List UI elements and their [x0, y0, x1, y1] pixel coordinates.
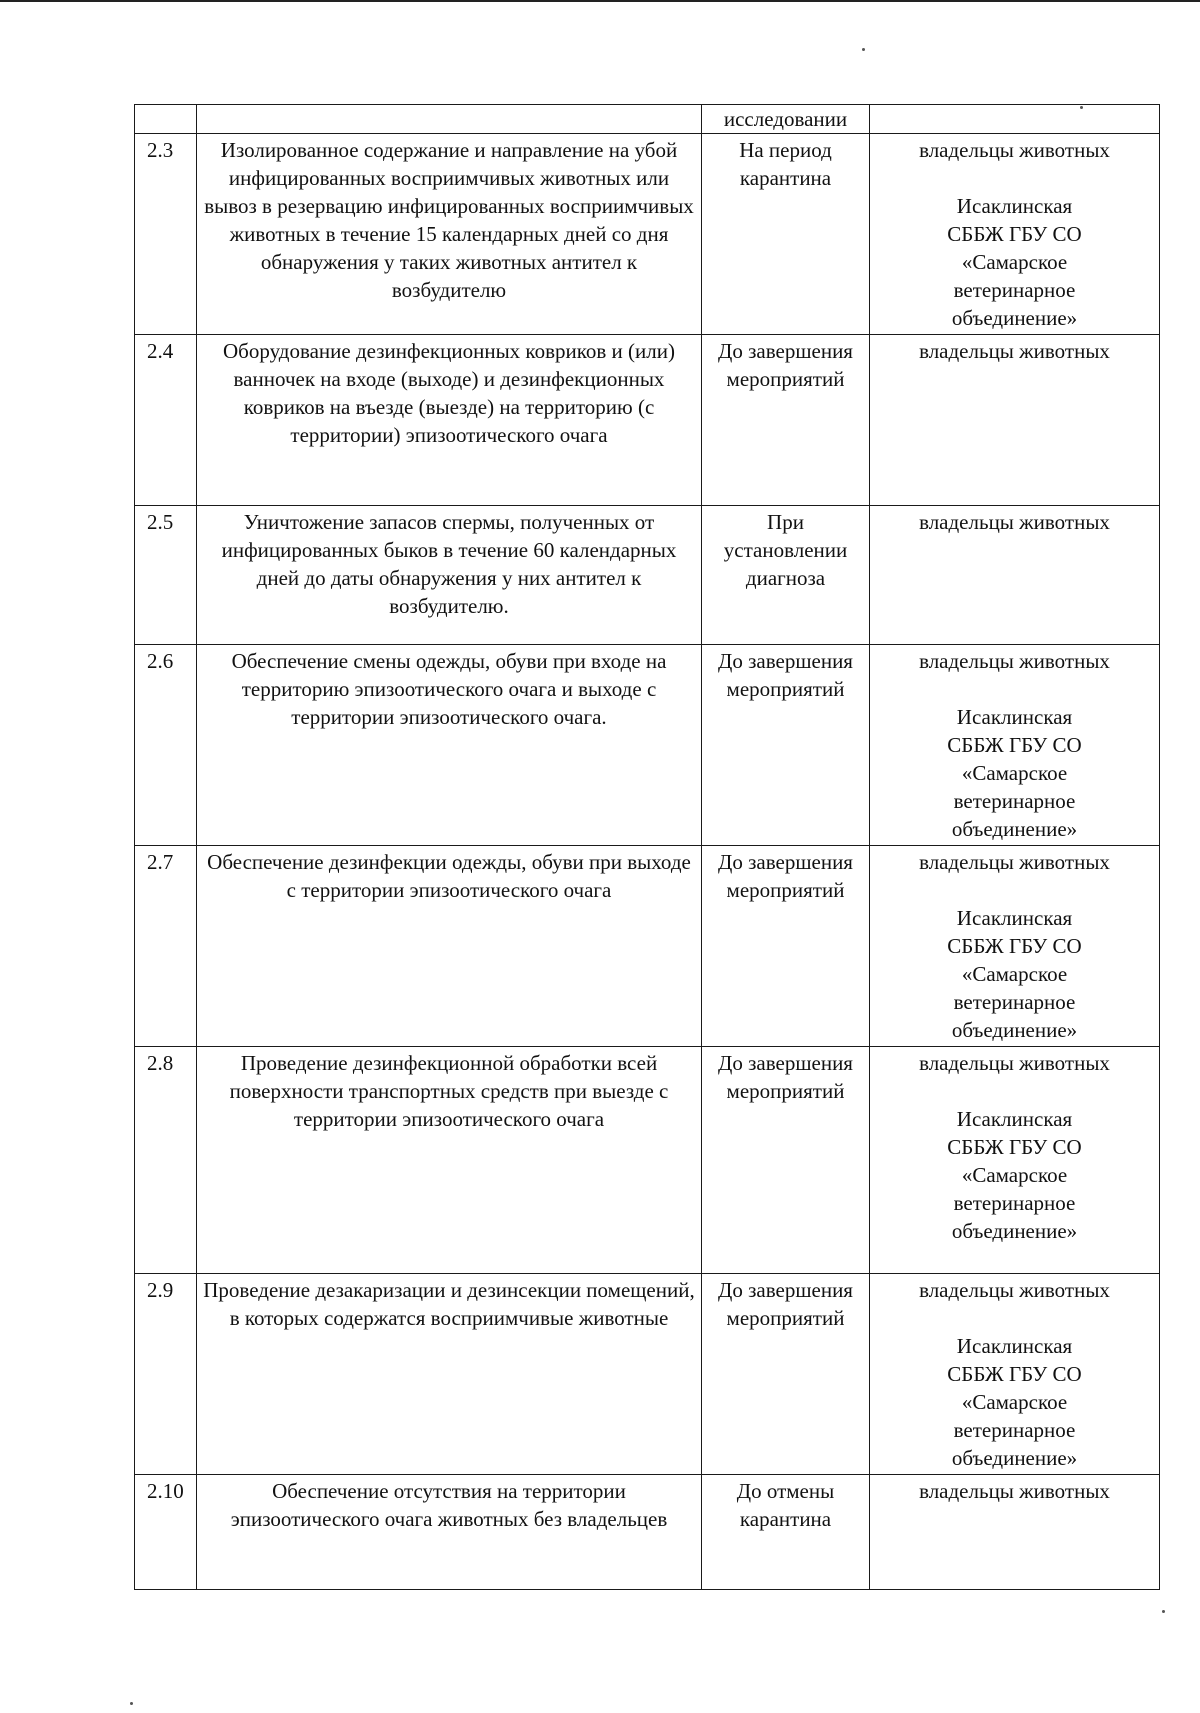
row-number: 2.4: [135, 335, 197, 506]
responsible-cell: [870, 846, 1160, 1047]
responsible-org-line: «Самарское: [961, 1163, 1068, 1187]
activity-text: Оборудование дезинфекционных ковриков и (или) ванночек на входе (выходе) и дезинфекционных ковриков на въезде (выезде) на территорию (с территории) эпизоотического очага: [197, 335, 702, 506]
term-text: До отмены карантина: [702, 1475, 870, 1590]
row-number: 2.3: [135, 134, 197, 335]
term-text: До завершения мероприятий: [702, 1047, 870, 1274]
responsible-org-line: ветеринарное: [953, 1418, 1076, 1442]
scan-speck: [130, 1702, 133, 1705]
responsible-org-line: объединение»: [951, 1446, 1078, 1470]
table-row: [135, 645, 1160, 846]
responsible-org-line: «Самарское: [961, 761, 1068, 785]
responsible-org-line: СББЖ ГБУ СО: [947, 1135, 1082, 1159]
responsible-org-line: «Самарское: [961, 962, 1068, 986]
responsible-org-line: СББЖ ГБУ СО: [947, 733, 1082, 757]
row-number: 2.8: [135, 1047, 197, 1274]
responsible-cell: [870, 1274, 1160, 1475]
table-row: [135, 506, 1160, 645]
responsible-owner: владельцы животных: [919, 1479, 1110, 1503]
responsible-cell: [870, 506, 1160, 645]
header-term-cell: исследовании: [702, 105, 870, 134]
table-row-header-fragment: [135, 105, 1160, 134]
responsible-org-line: «Самарское: [961, 250, 1068, 274]
term-text: На период карантина: [702, 134, 870, 335]
row-number: 2.7: [135, 846, 197, 1047]
measures-table: [134, 104, 1160, 1590]
row-number: 2.9: [135, 1274, 197, 1475]
term-text: До завершения мероприятий: [702, 846, 870, 1047]
responsible-cell: [870, 134, 1160, 335]
responsible-org-line: объединение»: [951, 1018, 1078, 1042]
responsible-cell: [870, 645, 1160, 846]
header-activity-cell: [197, 105, 702, 134]
responsible-org-line: Исаклинская: [956, 906, 1073, 930]
activity-text: Обеспечение смены одежды, обуви при входе на территорию эпизоотического очага и выходе с территории эпизоотического очага.: [197, 645, 702, 846]
header-num-cell: [135, 105, 197, 134]
responsible-cell: [870, 1475, 1160, 1590]
responsible-cell: [870, 335, 1160, 506]
row-number: 2.6: [135, 645, 197, 846]
responsible-org-line: объединение»: [951, 306, 1078, 330]
header-responsible-cell: [870, 105, 1160, 134]
responsible-org-line: Исаклинская: [956, 705, 1073, 729]
responsible-org-line: ветеринарное: [953, 789, 1076, 813]
table-row: [135, 846, 1160, 1047]
table-row: [135, 1274, 1160, 1475]
table-row: [135, 134, 1160, 335]
responsible-owner: владельцы животных: [919, 1051, 1110, 1075]
responsible-org-line: объединение»: [951, 817, 1078, 841]
scan-speck: [1162, 1610, 1165, 1613]
responsible-org-line: «Самарское: [961, 1390, 1068, 1414]
responsible-org-line: ветеринарное: [953, 990, 1076, 1014]
responsible-org-line: ветеринарное: [953, 278, 1076, 302]
responsible-owner: владельцы животных: [919, 850, 1110, 874]
responsible-cell: [870, 1047, 1160, 1274]
table-row: [135, 335, 1160, 506]
table-row: [135, 1475, 1160, 1590]
activity-text: Обеспечение дезинфекции одежды, обуви при выходе с территории эпизоотического очага: [197, 846, 702, 1047]
row-number: 2.10: [135, 1475, 197, 1590]
responsible-org-line: Исаклинская: [956, 1107, 1073, 1131]
term-text: До завершения мероприятий: [702, 645, 870, 846]
term-text: До завершения мероприятий: [702, 335, 870, 506]
responsible-org-line: СББЖ ГБУ СО: [947, 934, 1082, 958]
table-row: [135, 1047, 1160, 1274]
term-text: До завершения мероприятий: [702, 1274, 870, 1475]
scan-speck: [862, 48, 865, 51]
activity-text: Проведение дезакаризации и дезинсекции помещений, в которых содержатся восприимчивые животные: [197, 1274, 702, 1475]
responsible-owner: владельцы животных: [919, 649, 1110, 673]
responsible-owner: владельцы животных: [919, 510, 1110, 534]
responsible-org-line: Исаклинская: [956, 1334, 1073, 1358]
responsible-org-line: Исаклинская: [956, 194, 1073, 218]
responsible-owner: владельцы животных: [919, 339, 1110, 363]
responsible-owner: владельцы животных: [919, 1278, 1110, 1302]
scan-edge: [0, 0, 1200, 2]
row-number: 2.5: [135, 506, 197, 645]
responsible-org-line: объединение»: [951, 1219, 1078, 1243]
responsible-org-line: ветеринарное: [953, 1191, 1076, 1215]
scan-speck: [1080, 106, 1083, 109]
responsible-owner: владельцы животных: [919, 138, 1110, 162]
responsible-org-line: СББЖ ГБУ СО: [947, 222, 1082, 246]
term-text: При установлении диагноза: [702, 506, 870, 645]
activity-text: Изолированное содержание и направление на убой инфицированных восприимчивых животных или вывоз в резервацию инфицированных восприимчивых животных в течение 15 календарных дней со дня обнаружения у таких животных антител к возбудителю: [197, 134, 702, 335]
responsible-org-line: СББЖ ГБУ СО: [947, 1362, 1082, 1386]
activity-text: Обеспечение отсутствия на территории эпизоотического очага животных без владельцев: [197, 1475, 702, 1590]
activity-text: Уничтожение запасов спермы, полученных от инфицированных быков в течение 60 календарных дней до даты обнаружения у них антител к возбудителю.: [197, 506, 702, 645]
activity-text: Проведение дезинфекционной обработки всей поверхности транспортных средств при выезде с территории эпизоотического очага: [197, 1047, 702, 1274]
